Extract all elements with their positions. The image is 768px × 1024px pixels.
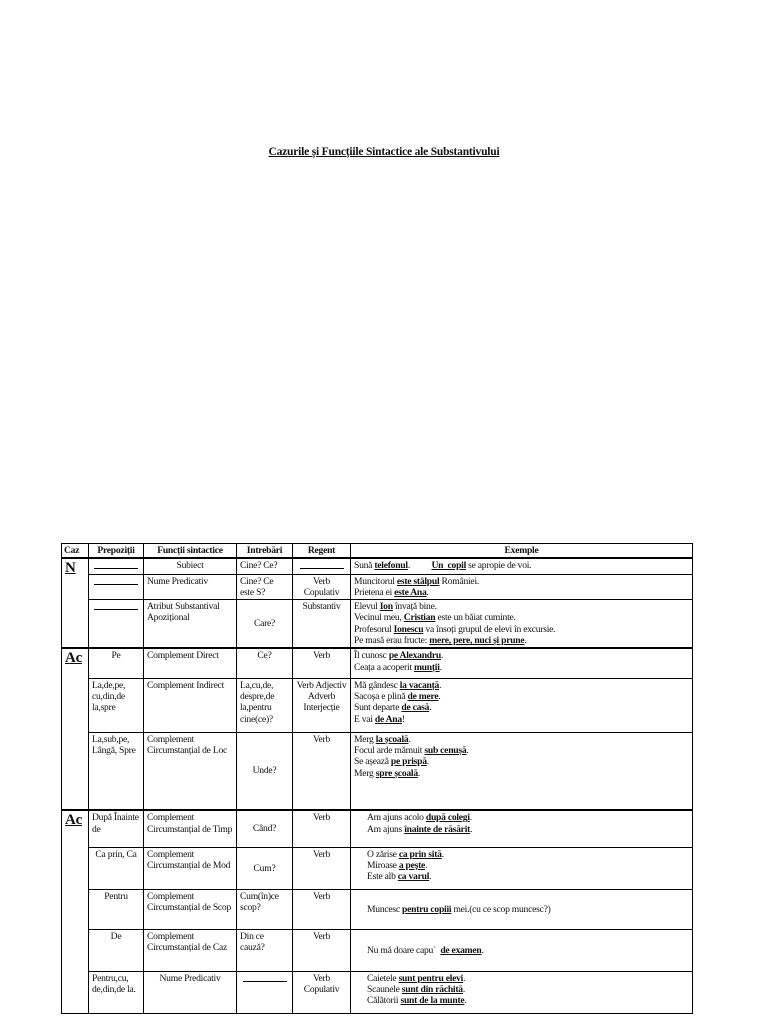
- table-row: [62, 810, 693, 847]
- example-text: mei.(cu ce scop muncesc?): [451, 903, 551, 915]
- example-text: Este alb: [367, 871, 398, 883]
- question-cell: [237, 971, 293, 1013]
- example-text: .: [470, 823, 473, 835]
- example-text: este un băiat cuminte.: [435, 612, 516, 624]
- example-line: [354, 680, 689, 691]
- examples-cell: [351, 971, 693, 1013]
- example-text: .: [425, 860, 428, 872]
- regent-cell: Verb Copulativ: [293, 574, 351, 600]
- highlighted-phrase: este stâlpul: [396, 575, 440, 587]
- examples-cell: [351, 648, 693, 678]
- blank-line: [94, 560, 138, 569]
- example-text: se apropie de voi.: [466, 560, 532, 572]
- example-text: .: [441, 848, 444, 860]
- blank-line: [243, 973, 287, 982]
- table-row: [62, 971, 693, 1013]
- highlighted-phrase: Ionescu: [393, 623, 424, 635]
- prep-cell: De: [89, 929, 144, 971]
- example-line: [354, 560, 689, 571]
- header-exemple: Exemple: [351, 544, 693, 559]
- question-cell: Cine? Ce?: [237, 558, 293, 574]
- examples-cell: [351, 889, 693, 929]
- example-line: [354, 587, 689, 598]
- example-text: Se așează: [354, 756, 391, 768]
- example-text: Am ajuns acolo: [367, 812, 426, 824]
- example-text: Călătorii: [367, 995, 401, 1007]
- examples-cell: [351, 600, 693, 649]
- table-row: [62, 889, 693, 929]
- example-line: [367, 860, 689, 871]
- example-text: Merg: [354, 767, 376, 779]
- table-row: [62, 847, 693, 889]
- example-line: [354, 612, 689, 623]
- regent-cell: Substantiv: [293, 600, 351, 649]
- example-text: O zărise: [367, 848, 399, 860]
- regent-cell: Verb: [293, 929, 351, 971]
- examples-cell: [351, 732, 693, 810]
- question-cell: Cum(în)ce scop?: [237, 889, 293, 929]
- examples-cell: [351, 678, 693, 732]
- blank-line: [300, 560, 344, 569]
- examples-cell: [351, 558, 693, 574]
- example-text: Muncitorul: [354, 575, 397, 587]
- regent-cell: Verb: [293, 889, 351, 929]
- highlighted-phrase: sunt din răchită: [401, 984, 463, 996]
- example-text: României.: [439, 575, 480, 587]
- example-text: Sunt departe: [354, 702, 402, 714]
- highlighted-phrase: ca varul: [397, 871, 430, 883]
- function-cell: Atribut Substantival Apozițional: [144, 600, 237, 649]
- highlighted-phrase: la vacanță: [399, 679, 440, 691]
- example-text: Muncesc: [367, 903, 403, 915]
- example-line: [354, 756, 689, 767]
- highlighted-phrase: spre școală: [375, 767, 418, 779]
- highlighted-phrase: de casă: [401, 702, 430, 714]
- example-line: [354, 576, 689, 587]
- examples-cell: [351, 847, 693, 889]
- case-acuzativ-2: Ac: [62, 810, 89, 1013]
- example-text: .: [469, 812, 472, 824]
- example-line: [354, 601, 689, 612]
- blank-line: [94, 601, 138, 610]
- example-line: [354, 768, 689, 779]
- prep-cell: Pe: [89, 648, 144, 678]
- prep-cell: Pentru: [89, 889, 144, 929]
- example-line: [354, 691, 689, 702]
- example-line: [354, 650, 689, 661]
- highlighted-phrase: Cristian: [403, 612, 436, 624]
- example-line: [367, 871, 689, 882]
- highlighted-phrase: telefonul: [374, 560, 408, 572]
- example-text: Profesorul: [354, 623, 394, 635]
- example-text: Sună: [354, 560, 375, 572]
- function-cell: Complement Circumstanțial de Timp: [144, 810, 237, 847]
- examples-cell: [351, 929, 693, 971]
- table-row: [62, 732, 693, 810]
- example-text: .: [441, 650, 444, 662]
- header-functii: Funcții sintactice: [144, 544, 237, 559]
- example-text: Îl cunosc: [354, 650, 389, 662]
- example-text: .: [429, 871, 432, 883]
- example-text: Merg: [354, 733, 376, 745]
- example-text: .: [408, 733, 411, 745]
- function-cell: Complement Circumstanțial de Caz: [144, 929, 237, 971]
- example-text: .: [466, 745, 469, 757]
- prep-cell: [89, 558, 144, 574]
- highlighted-phrase: de Ana: [374, 713, 402, 725]
- prep-cell: Pentru,cu, de,din,de la.: [89, 971, 144, 1013]
- table-row: [62, 600, 693, 649]
- highlighted-phrase: pe Alexandru: [388, 650, 441, 662]
- example-text: .: [439, 679, 442, 691]
- table-row: [62, 558, 693, 574]
- header-prepozitii: Prepoziții: [89, 544, 144, 559]
- blank-line: [94, 576, 138, 585]
- header-row: [62, 544, 693, 559]
- regent-cell: Verb: [293, 648, 351, 678]
- example-text: .: [462, 984, 465, 996]
- highlighted-phrase: sub cenușă: [424, 745, 467, 757]
- prep-cell: Ca prin, Ca: [89, 847, 144, 889]
- example-text: Miroase: [367, 860, 399, 872]
- highlighted-phrase: munții: [413, 661, 440, 673]
- prep-cell: La,sub,pe, Lângă, Spre: [89, 732, 144, 810]
- example-line: [354, 734, 689, 745]
- function-cell: Nume Predicativ: [144, 574, 237, 600]
- example-text: Sacoșa e plină: [354, 691, 408, 703]
- highlighted-phrase: sunt de la munte: [400, 995, 465, 1007]
- function-cell: Complement Circumstanțial de Scop: [144, 889, 237, 929]
- examples-cell: [351, 810, 693, 847]
- regent-cell: Verb: [293, 847, 351, 889]
- header-regent: Regent: [293, 544, 351, 559]
- regent-cell: Verb Adjectiv Adverb Interjecție: [293, 678, 351, 732]
- example-text: .: [438, 691, 441, 703]
- example-text: .: [439, 661, 442, 673]
- highlighted-phrase: de mere: [407, 691, 439, 703]
- question-cell: Când?: [237, 810, 293, 847]
- table-row: [62, 648, 693, 678]
- example-line: [367, 973, 689, 984]
- example-text: Elevul: [354, 601, 380, 613]
- example-text: .: [407, 560, 432, 572]
- question-cell: Din ce cauză?: [237, 929, 293, 971]
- example-line: [354, 702, 689, 713]
- example-text: Nu mă doare capu`: [367, 944, 441, 956]
- example-text: .: [481, 944, 484, 956]
- example-line: [367, 945, 689, 956]
- highlighted-phrase: este Ana: [394, 586, 427, 598]
- example-text: Mă gândesc: [354, 679, 400, 691]
- example-text: Vecinul meu,: [354, 612, 404, 624]
- example-line: [367, 904, 689, 915]
- question-cell: Cine? Ce este S?: [237, 574, 293, 600]
- highlighted-phrase: ca prin sită: [398, 848, 442, 860]
- highlighted-phrase: a peşte: [398, 860, 426, 872]
- example-line: [367, 849, 689, 860]
- function-cell: Nume Predicativ: [144, 971, 237, 1013]
- function-cell: Complement Circumstanțial de Mod: [144, 847, 237, 889]
- example-text: învață bine.: [392, 601, 437, 613]
- highlighted-phrase: sunt pentru elevi: [398, 972, 464, 984]
- example-line: [354, 624, 689, 635]
- highlighted-phrase: pentru copiii: [402, 903, 452, 915]
- example-text: Caietele: [367, 972, 399, 984]
- highlighted-phrase: după colegi: [425, 812, 470, 824]
- function-cell: Complement Indirect: [144, 678, 237, 732]
- question-cell: Unde?: [237, 732, 293, 810]
- question-cell: Care?: [237, 600, 293, 649]
- cases-table: [61, 543, 693, 1014]
- highlighted-phrase: de examen: [440, 944, 482, 956]
- highlighted-phrase: la școală: [375, 733, 409, 745]
- example-line: [354, 745, 689, 756]
- case-acuzativ-1: Ac: [62, 648, 89, 810]
- example-text: E vai: [354, 713, 375, 725]
- example-text: Focul arde mămuit: [354, 745, 425, 757]
- example-text: .: [524, 635, 527, 647]
- example-line: [354, 635, 689, 646]
- example-text: va însoți grupul de elevi în excursie.: [423, 623, 556, 635]
- example-text: .: [463, 972, 466, 984]
- example-text: .: [464, 995, 467, 1007]
- header-intrebari: Intrebări: [237, 544, 293, 559]
- highlighted-phrase: pe prispă: [390, 756, 427, 768]
- example-line: [367, 812, 689, 823]
- prep-cell: După Înainte de: [89, 810, 144, 847]
- example-text: Pe masă erau fructe:: [354, 635, 430, 647]
- table-row: [62, 678, 693, 732]
- prep-cell: [89, 574, 144, 600]
- example-text: .: [426, 586, 429, 598]
- prep-cell: [89, 600, 144, 649]
- example-text: .: [429, 702, 432, 714]
- function-cell: Complement Direct: [144, 648, 237, 678]
- example-text: .: [417, 767, 421, 779]
- header-caz: Caz: [62, 544, 89, 559]
- question-cell: La,cu,de, despre,de la,pentru cine(ce)?: [237, 678, 293, 732]
- question-cell: Ce?: [237, 648, 293, 678]
- example-text: Scaunele: [367, 984, 402, 996]
- highlighted-phrase: mere, pere, nuci și prune: [429, 635, 525, 647]
- highlighted-phrase: înainte de răsărit: [404, 823, 471, 835]
- example-text: Prietena ei: [354, 586, 395, 598]
- regent-cell: Verb Copulativ: [293, 971, 351, 1013]
- regent-cell: Verb: [293, 810, 351, 847]
- examples-cell: [351, 574, 693, 600]
- example-line: [354, 714, 689, 725]
- example-line: [367, 984, 689, 995]
- question-cell: Cum?: [237, 847, 293, 889]
- function-cell: Complement Circumstanțial de Loc: [144, 732, 237, 810]
- highlighted-phrase: Ion: [379, 601, 393, 613]
- highlighted-phrase: Un copil: [431, 560, 466, 572]
- example-text: Am ajuns: [367, 823, 405, 835]
- case-nominativ: N: [62, 558, 89, 648]
- table-row: [62, 929, 693, 971]
- example-line: [367, 824, 689, 835]
- example-text: Ceața a acoperit: [354, 661, 414, 673]
- prep-cell: La,de,pe, cu,din,de la,spre: [89, 678, 144, 732]
- example-text: .: [426, 756, 429, 768]
- table-row: [62, 574, 693, 600]
- example-text: !: [401, 713, 405, 725]
- regent-cell: Verb: [293, 732, 351, 810]
- example-line: [354, 662, 689, 673]
- example-line: [367, 995, 689, 1006]
- regent-cell: [293, 558, 351, 574]
- page-title: Cazurile și Funcțiile Sintactice ale Substantivului: [268, 146, 500, 158]
- function-cell: Subiect: [144, 558, 237, 574]
